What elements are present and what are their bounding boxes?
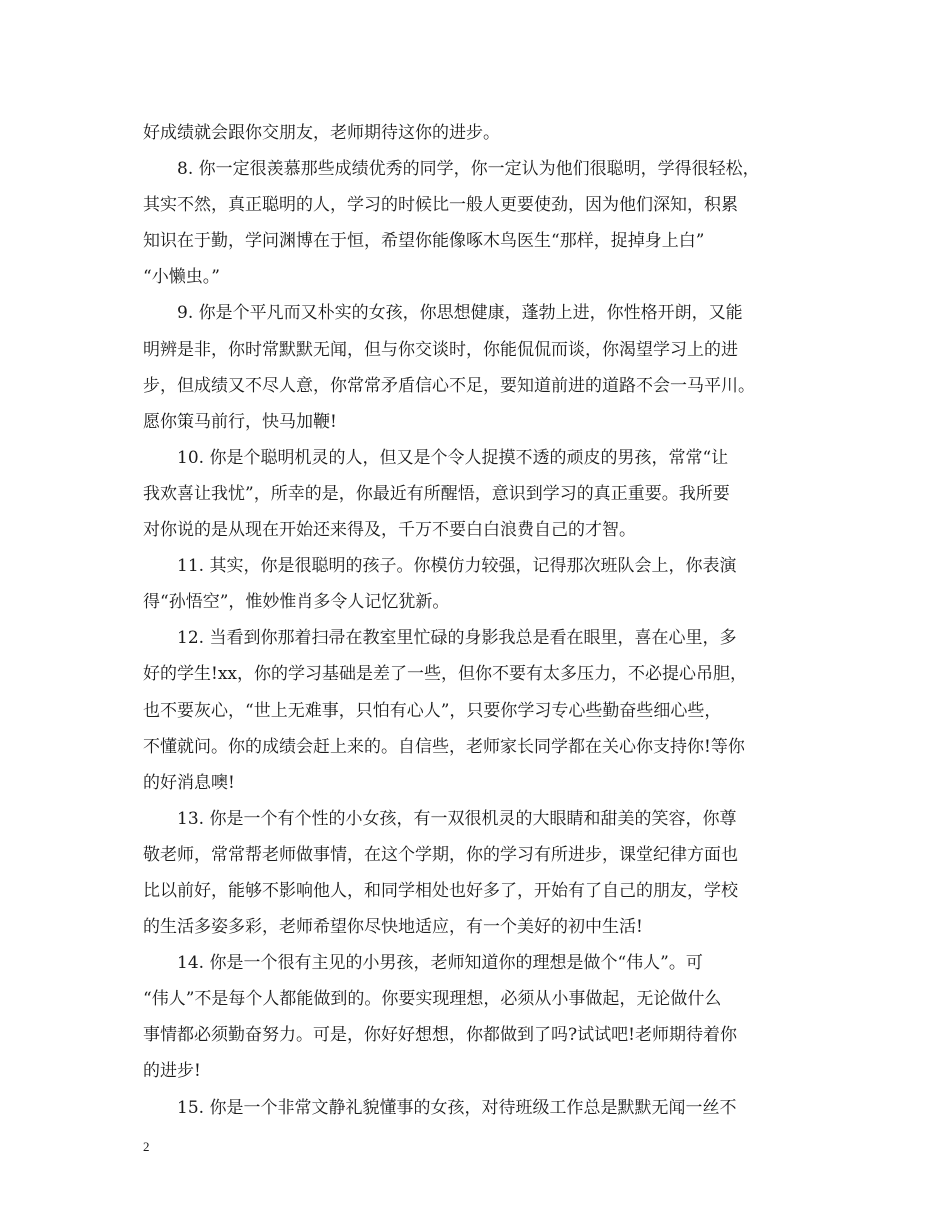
text-line: 8. 你一定很羡慕那些成绩优秀的同学，你一定认为他们很聪明，学得很轻松， bbox=[177, 159, 760, 180]
text-line: 明辨是非，你时常默默无闻，但与你交谈时，你能侃侃而谈，你渴望学习上的进 bbox=[143, 339, 738, 360]
text-line: 好的学生!xx，你的学习基础是差了一些，但你不要有太多压力，不必提心吊胆， bbox=[143, 664, 748, 685]
text-line: 14. 你是一个很有主见的小男孩，老师知道你的理想是做个“伟人”。可 bbox=[177, 953, 703, 974]
text-line: 敬老师，常常帮老师做事情，在这个学期，你的学习有所进步，课堂纪律方面也 bbox=[143, 844, 738, 865]
text-line: 比以前好，能够不影响他人，和同学相处也好多了，开始有了自己的朋友，学校 bbox=[143, 880, 738, 901]
text-line: 我欢喜让我忧”，所幸的是，你最近有所醒悟，意识到学习的真正重要。我所要 bbox=[143, 483, 730, 504]
text-line: 的好消息噢! bbox=[143, 772, 235, 793]
text-line: 13. 你是一个有个性的小女孩，有一双很机灵的大眼睛和甜美的笑容，你尊 bbox=[177, 808, 737, 829]
text-line: 好成绩就会跟你交朋友，老师期待这你的进步。 bbox=[143, 123, 500, 143]
text-line: 也不要灰心，“世上无难事，只怕有心人”，只要你学习专心些勤奋些细心些， bbox=[143, 700, 722, 721]
text-line: 的生活多姿多彩，老师希望你尽快地适应，有一个美好的初中生活! bbox=[143, 917, 643, 938]
text-line: 9. 你是个平凡而又朴实的女孩，你思想健康，蓬勃上进，你性格开朗，又能 bbox=[177, 303, 743, 324]
text-line: 愿你策马前行，快马加鞭! bbox=[143, 411, 337, 432]
text-line: 事情都必须勤奋努力。可是，你好好想想，你都做到了吗?试试吧!老师期待着你 bbox=[143, 1025, 737, 1046]
text-line: 的进步! bbox=[143, 1061, 201, 1082]
text-line: 步，但成绩又不尽人意，你常常矛盾信心不足，要知道前进的道路不会一马平川。 bbox=[143, 375, 755, 396]
text-line: “小懒虫。” bbox=[143, 267, 220, 288]
text-line: 知识在于勤，学问渊博在于恒，希望你能像啄木鸟医生“那样，捉掉身上白” bbox=[143, 231, 705, 252]
text-line: “伟人”不是每个人都能做到的。你要实现理想，必须从小事做起，无论做什么 bbox=[143, 989, 722, 1010]
text-line: 得“孙悟空”，惟妙惟肖多令人记忆犹新。 bbox=[143, 592, 450, 613]
page-number: 2 bbox=[143, 1139, 150, 1154]
text-line: 15. 你是一个非常文静礼貌懂事的女孩，对待班级工作总是默默无闻一丝不 bbox=[177, 1097, 737, 1118]
text-line: 对你说的是从现在开始还来得及，千万不要白白浪费自己的才智。 bbox=[143, 520, 636, 541]
text-line: 不懂就问。你的成绩会赶上来的。自信些，老师家长同学都在关心你支持你!等你 bbox=[143, 736, 745, 757]
text-line: 12. 当看到你那着扫帚在教室里忙碌的身影我总是看在眼里，喜在心里，多 bbox=[177, 628, 737, 649]
page-body-text bbox=[143, 115, 813, 1126]
text-line: 11. 其实，你是很聪明的孩子。你模仿力较强，记得那次班队会上，你表演 bbox=[177, 556, 737, 577]
text-line: 10. 你是个聪明机灵的人，但又是个令人捉摸不透的顽皮的男孩，常常“让 bbox=[177, 447, 729, 468]
text-line: 其实不然，真正聪明的人，学习的时候比一般人更要使劲，因为他们深知，积累 bbox=[143, 195, 738, 216]
